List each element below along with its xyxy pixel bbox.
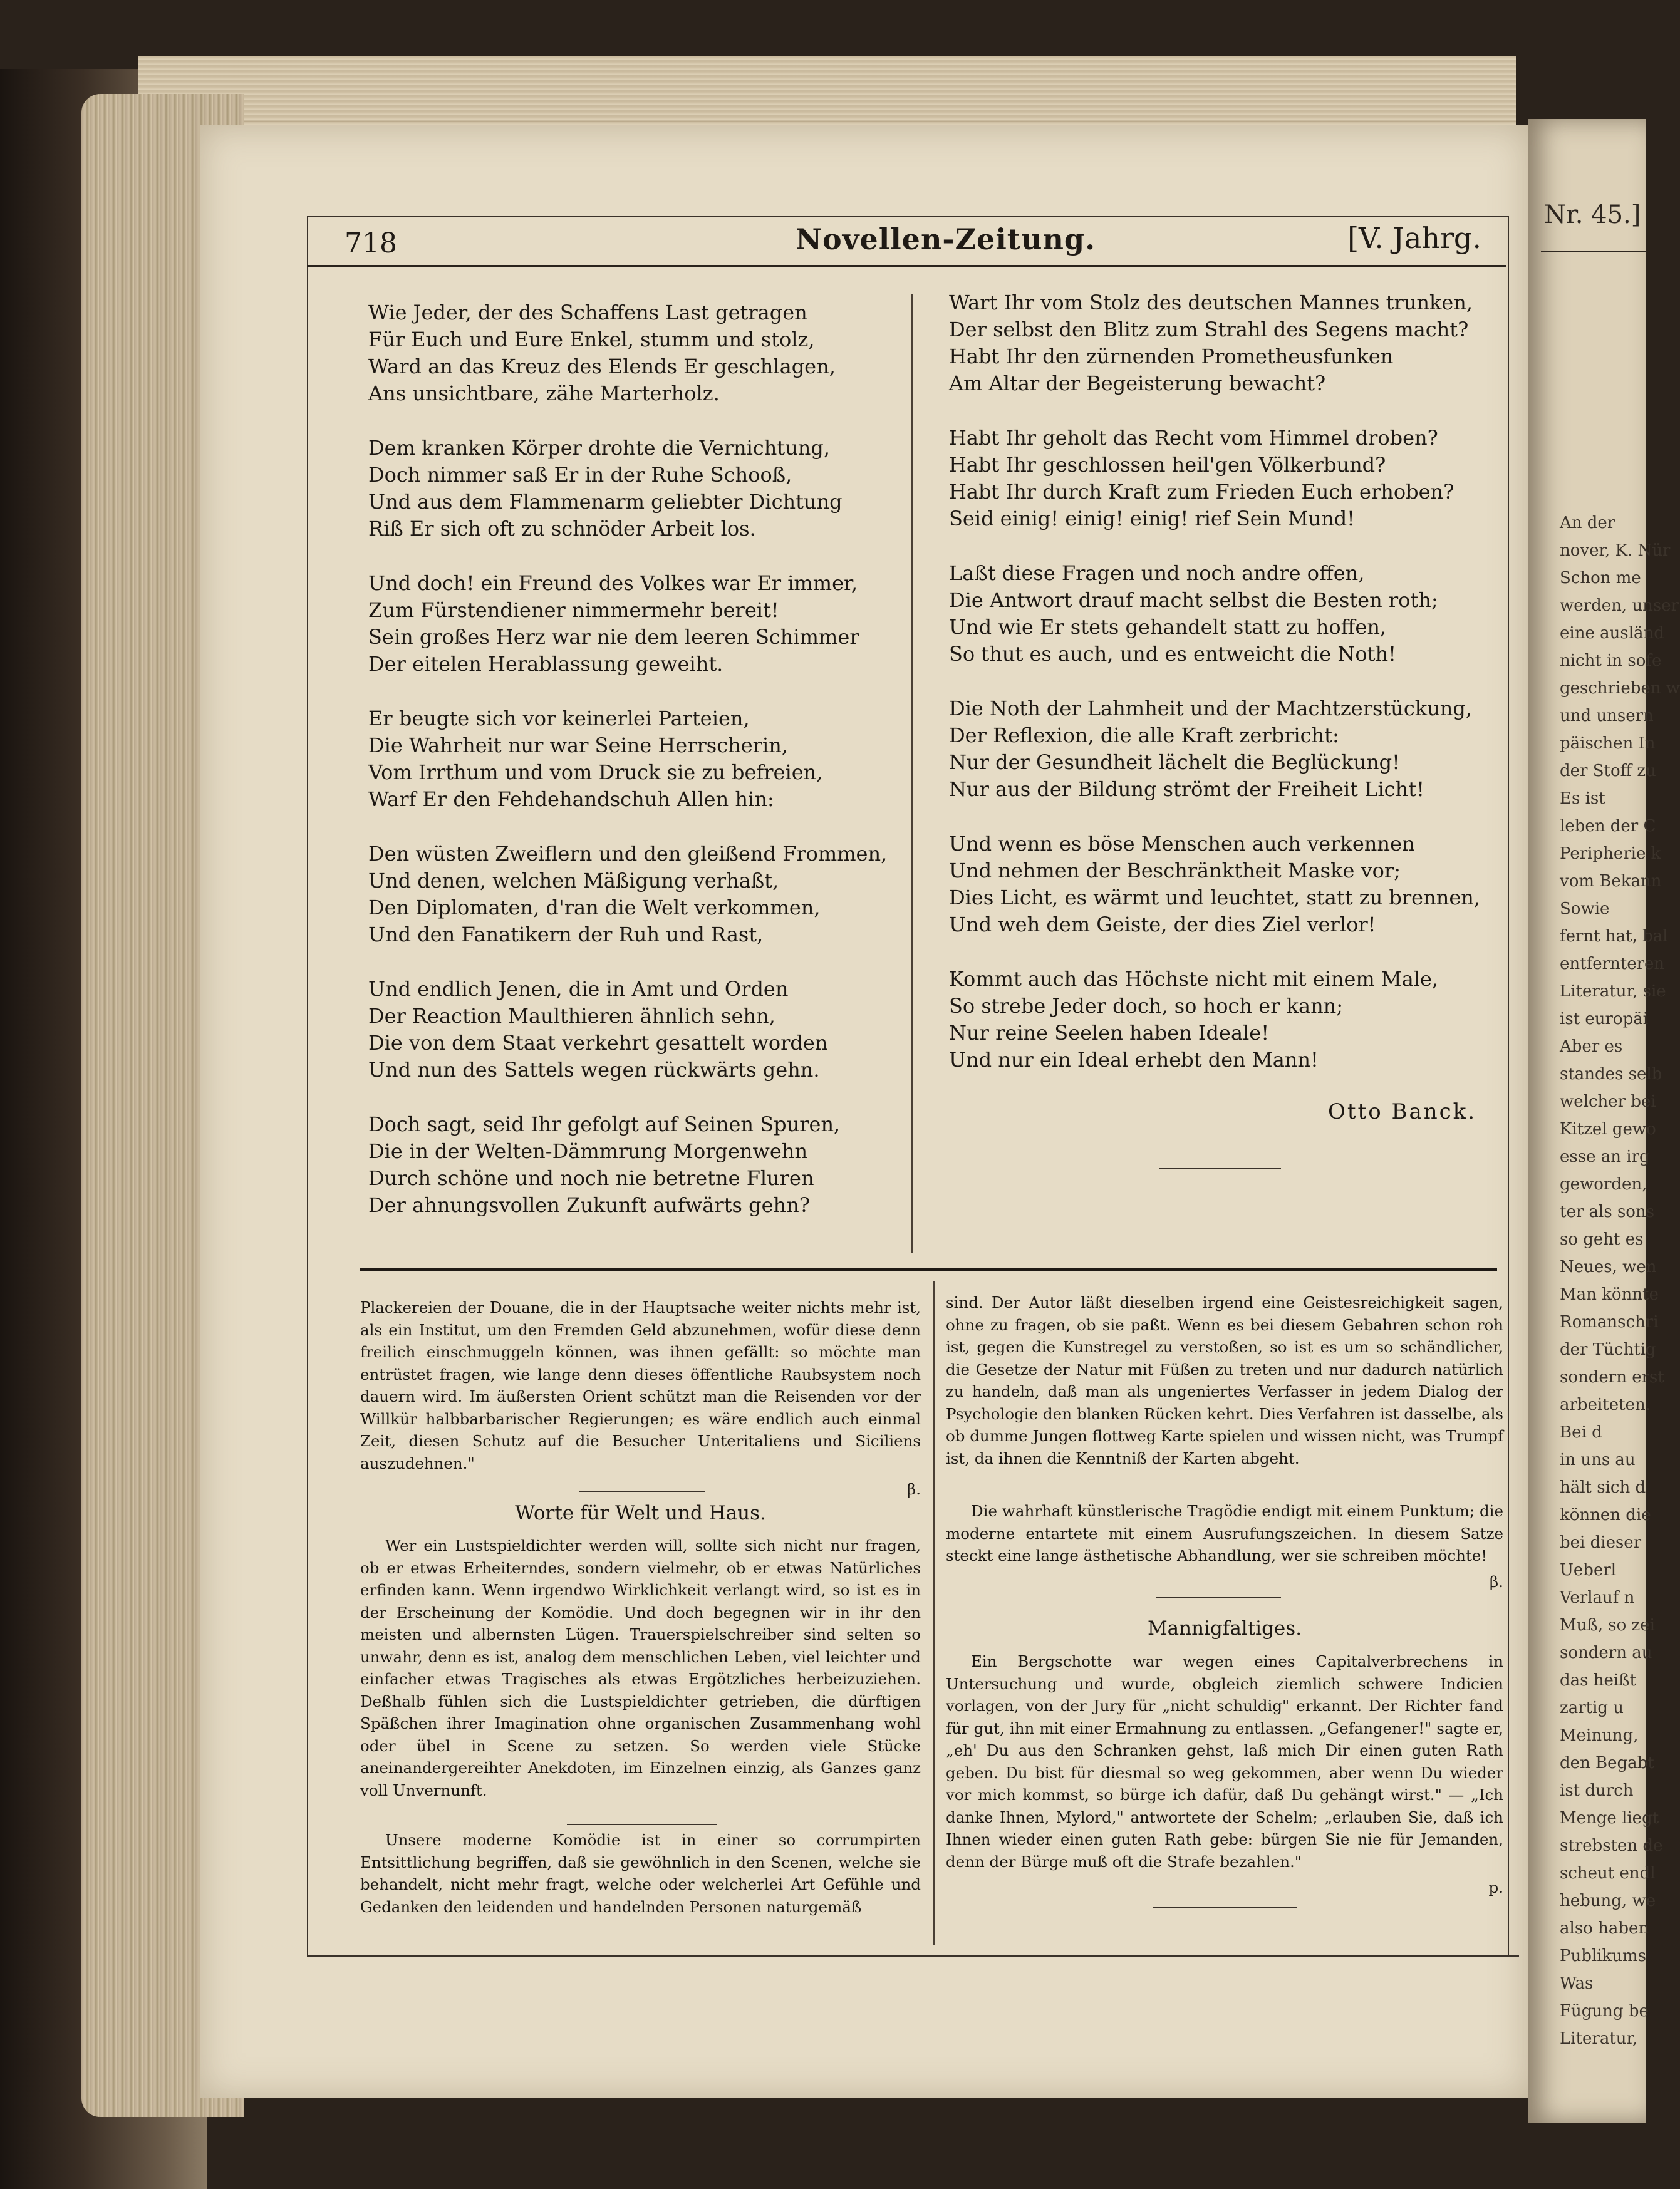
lower-left-article: [360, 1534, 921, 1805]
poem-line: Wart Ihr vom Stolz des deutschen Mannes trunken,: [949, 291, 1473, 314]
next-page-fragment: Publikums: [1560, 1947, 1647, 1965]
poem-line: Für Euch und Eure Enkel, stumm und stolz,: [368, 328, 815, 351]
poem-line: Am Altar der Begeisterung bewacht?: [949, 371, 1326, 395]
page-number: 718: [345, 227, 397, 259]
next-page-fragment: standes selb: [1560, 1065, 1662, 1084]
next-page-fragment: Meinung,: [1560, 1726, 1639, 1745]
poem-line: Der Reflexion, die alle Kraft zerbricht:: [949, 723, 1339, 747]
poem-left-column: [368, 299, 894, 1246]
poem-line: Habt Ihr durch Kraft zum Frieden Euch erhoben?: [949, 480, 1454, 504]
poem-line: Seid einig! einig! einig! rief Sein Mund!: [949, 507, 1356, 530]
poem-line: Und den Fanatikern der Ruh und Rast,: [368, 923, 764, 946]
next-page-fragment: Literatur,: [1560, 2029, 1638, 2048]
poem-line: Der selbst den Blitz zum Strahl des Segens macht?: [949, 318, 1469, 341]
poem-stanza: [368, 976, 894, 1084]
poem-end-rule: [1159, 1168, 1281, 1169]
heading-mannigfaltiges: Mannigfaltiges.: [1147, 1617, 1302, 1640]
next-page-fragment: der Tüchtig: [1560, 1340, 1656, 1359]
poem-stanza: [949, 425, 1500, 532]
article-paragraph: Ein Bergschotte war wegen eines Capitalverbrechens in Untersuchung und wurde, obgleich ziemlich schwere Indicien vorlagen, von der Jury für „nicht schuldig" erkannt. Der Richter fand für gut, ihn mit einer Ermahnung zu entlassen. „Gefangener!" sagte er, „eh' Du aus den Schranken gehst, laß mich Dir einen guten Rath geben. Du bist für diesmal so weg gekommen, aber wenn Du wieder vor mich kommst, so bürge ich dafür, daß Du gehängt wirst." — „Ich danke Ihnen, Mylord," antwortete der Schelm; „erlauben Sie, daß ich Ihnen wieder einen guten Rath gebe: bürgen Sie nie für Jemanden, denn der Bürge muß oft die Strafe bezahlen.": [946, 1652, 1503, 1871]
article-paragraph: Die wahrhaft künstlerische Tragödie endigt mit einem Punktum; die moderne entartete mit einem Ausrufungszeichen. In diesem Satze steckt eine lange ästhetische Abhandlung, wer sie schreiben möchte!: [946, 1502, 1503, 1565]
next-page-fragment: Verlauf n: [1560, 1588, 1635, 1607]
poem-line: Nur reine Seelen haben Ideale!: [949, 1021, 1270, 1045]
next-page-fragment: leben der C: [1560, 817, 1656, 836]
poem-author: Otto Banck.: [1328, 1099, 1477, 1124]
page-header: [307, 216, 1506, 265]
lower-right-continuation: [946, 1291, 1503, 1473]
article-paragraph: Unsere moderne Komödie ist in einer so corrumpirten Entsittlichung begriffen, daß sie gewöhnlich in den Scenen, welche sie behandelt, nicht mehr fragt, welche oder welcherlei Art Gefühle und Gedanken den leidenden und handelnden Personen naturgemäß: [360, 1831, 921, 1916]
next-page-fragment: nover, K. Nür: [1560, 541, 1671, 560]
article-paragraph: Wer ein Lustspieldichter werden will, sollte sich nicht nur fragen, ob er etwas Erheiterndes, sondern vielmehr, ob er etwas Natürliches erfinden kann. Wenn irgendwo Wirklichkeit verlangt wird, so ist es in der Erscheinung der Komödie. Und doch begegnen wir in ihr den meisten und albernsten Lügen. Trauerspielschreiber sind selten so unwahr, denn es ist, analog dem menschlichen Leben, viel leichter und einfacher etwas Tragisches als etwas Ergötzliches herbeizuziehen. Deßhalb fühlen sich die Lustspieldichter getrieben, die dürftigen Späßchen ihrer Imagination ohne organischen Zusammenhang wohl oder übel in Scene zu setzen. So werden viele Stücke aneinandergereihter Anekdoten, im Einzelnen einzig, als Ganzes ganz voll Unvernunft.: [360, 1536, 921, 1799]
next-page-fragment: können die: [1560, 1506, 1651, 1524]
next-page-fragment: hält sich d: [1560, 1478, 1646, 1497]
next-page-fragment: entfernteren: [1560, 955, 1665, 973]
header-rule: [307, 265, 1506, 267]
next-page-fragment: ter als sons: [1560, 1203, 1655, 1221]
article-paragraph: sind. Der Autor läßt dieselben irgend eine Geistesreichigkeit sagen, ohne zu fragen, ob sie paßt. Wenn es bei diesem Gebahren schon roh ist, gegen die Kunstregel zu verstoßen, so ist es um so schändlicher, die Gesetze der Natur mit Füßen zu treten und nur dadurch natürlich zu handeln, daß man als ungeniertes Verfasser in jedem Dialog der Psychologie den blanken Rücken kehrt. Dies Verfahren ist dasselbe, als ob dumme Jungen flottweg Karte spielen und wissen nicht, was Trumpf ist, da ihnen die Kenntniß der Karten abgeht.: [946, 1293, 1503, 1467]
poem-stanza: [368, 435, 894, 542]
poem-line: Er beugte sich vor keinerlei Parteien,: [368, 706, 750, 730]
next-page-fragment: werden, unser: [1560, 596, 1679, 615]
poem-line: Doch nimmer saß Er in der Ruhe Schooß,: [368, 463, 792, 487]
poem-line: Ward an das Kreuz des Elends Er geschlagen,: [368, 354, 836, 378]
next-page-fragment: nicht in sofe: [1560, 651, 1662, 670]
poem-line: Wie Jeder, der des Schaffens Last getragen: [368, 301, 807, 324]
poem-line: Und endlich Jenen, die in Amt und Orden: [368, 977, 789, 1001]
poem-stanza: [949, 695, 1500, 803]
lower-left-continuation: [360, 1296, 921, 1504]
continuation-text: Plackereien der Douane, die in der Hauptsache weiter nichts mehr ist, als ein Institut, um den Fremden Geld abzunehmen, wofür diese denn freilich einschmuggeln können, was ihnen gefällt: so möchte man entrüstet fragen, wie lange denn dieses öffentliche Raubsystem noch dauern wird. Im äußersten Orient schützt man die Reisenden vor der Willkür halbbarbarischer Regierungen; es wäre endlich auch einmal Zeit, diesen Schutz auf die Besucher Unteritaliens und Siciliens auszudehnen.": [360, 1298, 921, 1472]
poem-stanza: [368, 705, 894, 813]
next-page-fragment: esse an irg: [1560, 1147, 1650, 1166]
next-page-header-rule: [1541, 251, 1647, 252]
anecdote-signature: p.: [1488, 1878, 1503, 1897]
paragraph-divider-rule: [567, 1824, 717, 1825]
poem-line: Den Diplomaten, d'ran die Welt verkommen,: [368, 896, 821, 919]
journal-title: Novellen-Zeitung.: [796, 222, 1096, 256]
next-page-fragment: geworden,: [1560, 1175, 1647, 1194]
lower-left-article-2: [360, 1829, 921, 1922]
poem-line: Doch sagt, seid Ihr gefolgt auf Seinen Spuren,: [368, 1112, 841, 1136]
next-page-fragment: Kitzel gewo: [1560, 1120, 1656, 1139]
next-page-header: Nr. 45.]: [1544, 200, 1641, 229]
next-page-fragment: scheut endl: [1560, 1864, 1656, 1883]
poem-line: Und weh dem Geiste, der dies Ziel verlor!: [949, 913, 1376, 936]
continuation-signature: β.: [907, 1480, 921, 1498]
next-page-fragment: Sowie: [1560, 899, 1610, 918]
next-page-fragment: in uns au: [1560, 1451, 1636, 1469]
poem-stanza: [368, 1111, 894, 1219]
poem-line: Kommt auch das Höchste nicht mit einem Male,: [949, 967, 1439, 991]
poem-stanza: [368, 299, 894, 407]
poem-line: Zum Fürstendiener nimmermehr bereit!: [368, 598, 779, 622]
poem-line: Habt Ihr den zürnenden Prometheusfunken: [949, 344, 1394, 368]
next-page-fragment: also haben: [1560, 1919, 1649, 1938]
poem-stanza: [368, 570, 894, 678]
next-page-fragment: hebung, we: [1560, 1891, 1656, 1910]
volume-label: [V. Jahrg.: [1347, 221, 1481, 255]
next-page-fragment: welcher bei: [1560, 1092, 1656, 1111]
poem-line: So strebe Jeder doch, so hoch er kann;: [949, 994, 1344, 1018]
next-page-fragment: vom Bekann: [1560, 872, 1662, 891]
heading-worte-fuer-welt-und-haus: Worte für Welt und Haus.: [515, 1502, 766, 1524]
next-page-fragment: der Stoff zu: [1560, 762, 1656, 780]
next-page-fragment: Was: [1560, 1974, 1594, 1993]
next-page-fragment: ist europäi: [1560, 1010, 1649, 1028]
poem-line: Vom Irrthum und vom Druck sie zu befreien,: [368, 760, 823, 784]
poem-line: Die in der Welten-Dämmrung Morgenwehn: [368, 1139, 808, 1163]
next-page-fragment: Bei d: [1560, 1423, 1602, 1442]
poem-line: Die Noth der Lahmheit und der Machtzerstückung,: [949, 696, 1473, 720]
poem-line: Und nun des Sattels wegen rückwärts gehn.: [368, 1058, 820, 1082]
page-edges-top: [138, 56, 1516, 132]
next-page-fragment: ist durch: [1560, 1781, 1634, 1800]
poem-line: Und nehmen der Beschränktheit Maske vor;: [949, 859, 1401, 882]
poem-column-divider: [911, 294, 913, 1253]
poem-line: Und wie Er stets gehandelt statt zu hoffen,: [949, 615, 1387, 639]
section-divider-rule: [579, 1491, 705, 1492]
next-page-fragment: Fügung be: [1560, 2002, 1649, 2021]
poem-line: Ans unsichtbare, zähe Marterholz.: [368, 381, 720, 405]
poem-line: Und doch! ein Freund des Volkes war Er immer,: [368, 571, 858, 595]
next-page-fragments: [1560, 514, 1680, 2057]
article-end-rule: [1153, 1907, 1297, 1908]
poem-line: Habt Ihr geholt das Recht vom Himmel droben?: [949, 426, 1438, 450]
poem-stanza: [949, 966, 1500, 1074]
poem-line: Durch schöne und noch nie betretne Fluren: [368, 1166, 814, 1190]
next-page-fragment: strebsten de: [1560, 1836, 1663, 1855]
next-page-sliver: [1528, 119, 1680, 2123]
poem-line: Habt Ihr geschlossen heil'gen Völkerbund?: [949, 453, 1386, 477]
next-page-fragment: Menge liegt: [1560, 1809, 1659, 1828]
poem-stanza: [949, 289, 1500, 397]
prose-column-divider: [933, 1281, 935, 1945]
next-page-fragment: Literatur, sie: [1560, 982, 1666, 1001]
aphorism-signature: β.: [1490, 1572, 1503, 1591]
poem-line: Und aus dem Flammenarm geliebter Dichtung: [368, 490, 843, 514]
next-page-fragment: Peripherie k: [1560, 844, 1661, 863]
next-page-fragment: fernt hat, bal: [1560, 927, 1668, 946]
poem-line: Nur aus der Bildung strömt der Freiheit Licht!: [949, 777, 1424, 801]
next-page-fragment: eine ausländ: [1560, 624, 1664, 643]
next-page-fragment: den Begabt: [1560, 1754, 1654, 1772]
next-page-fragment: das heißt: [1560, 1671, 1637, 1690]
poem-line: Riß Er sich oft zu schnöder Arbeit los.: [368, 517, 756, 541]
next-page-fragment: An der: [1560, 514, 1615, 532]
poem-line: Sein großes Herz war nie dem leeren Schimmer: [368, 625, 859, 649]
page-bottom-rule: [341, 1955, 1519, 1957]
lower-right-anecdote: [946, 1650, 1503, 1903]
next-page-fragment: zartig u: [1560, 1699, 1624, 1717]
next-page-fragment: Ueberl: [1560, 1561, 1617, 1580]
poem-line: Die Wahrheit nur war Seine Herrscherin,: [368, 733, 788, 757]
poem-line: Dies Licht, es wärmt und leuchtet, statt zu brennen,: [949, 886, 1481, 909]
next-page-fragment: Es ist: [1560, 789, 1605, 808]
poem-line: Der ahnungsvollen Zukunft aufwärts gehn?: [368, 1193, 810, 1217]
poem-line: Dem kranken Körper drohte die Vernichtung,: [368, 436, 831, 460]
poem-right-column: [949, 289, 1500, 1101]
poem-line: Und denen, welchen Mäßigung verhaßt,: [368, 869, 779, 893]
poem-stanza: [368, 841, 894, 948]
section-divider-rule: [1156, 1597, 1281, 1598]
next-page-fragment: arbeiteten.: [1560, 1395, 1651, 1414]
poem-stanza: [949, 560, 1500, 668]
poem-line: Die Antwort drauf macht selbst die Besten roth;: [949, 588, 1438, 612]
next-page-fragment: und unsern: [1560, 706, 1654, 725]
next-page-fragment: Muß, so zei: [1560, 1616, 1655, 1635]
next-page-fragment: Aber es: [1560, 1037, 1623, 1056]
next-page-fragment: sondern au: [1560, 1643, 1652, 1662]
next-page-fragment: päischen In: [1560, 734, 1656, 753]
next-page-fragment: Schon me: [1560, 569, 1641, 587]
lower-right-aphorism: [946, 1500, 1503, 1596]
poem-line: Und wenn es böse Menschen auch verkennen: [949, 832, 1415, 856]
poem-line: Nur der Gesundheit lächelt die Beglückung!: [949, 750, 1400, 774]
poem-line: Warf Er den Fehdehandschuh Allen hin:: [368, 787, 774, 811]
next-page-fragment: bei dieser: [1560, 1533, 1642, 1552]
poem-stanza: [949, 831, 1500, 938]
next-page-fragment: Man könnte: [1560, 1285, 1659, 1304]
poem-line: Der Reaction Maulthieren ähnlich sehn,: [368, 1004, 775, 1028]
next-page-fragment: geschrieben w: [1560, 679, 1680, 698]
poem-line: So thut es auch, und es entweicht die Noth!: [949, 642, 1396, 666]
poem-line: Die von dem Staat verkehrt gesattelt worden: [368, 1031, 828, 1055]
next-page-fragment: sondern erst: [1560, 1368, 1664, 1387]
next-page-fragment: so geht es: [1560, 1230, 1644, 1249]
poem-line: Und nur ein Ideal erhebt den Mann!: [949, 1048, 1319, 1072]
poem-line: Den wüsten Zweiflern und den gleißend Frommen,: [368, 842, 888, 866]
poem-line: Laßt diese Fragen und noch andre offen,: [949, 561, 1365, 585]
poem-line: Der eitelen Herablassung geweiht.: [368, 652, 723, 676]
section-rule: [360, 1268, 1497, 1271]
next-page-fragment: Romanschri: [1560, 1313, 1659, 1332]
next-page-fragment: Neues, wen: [1560, 1258, 1657, 1276]
